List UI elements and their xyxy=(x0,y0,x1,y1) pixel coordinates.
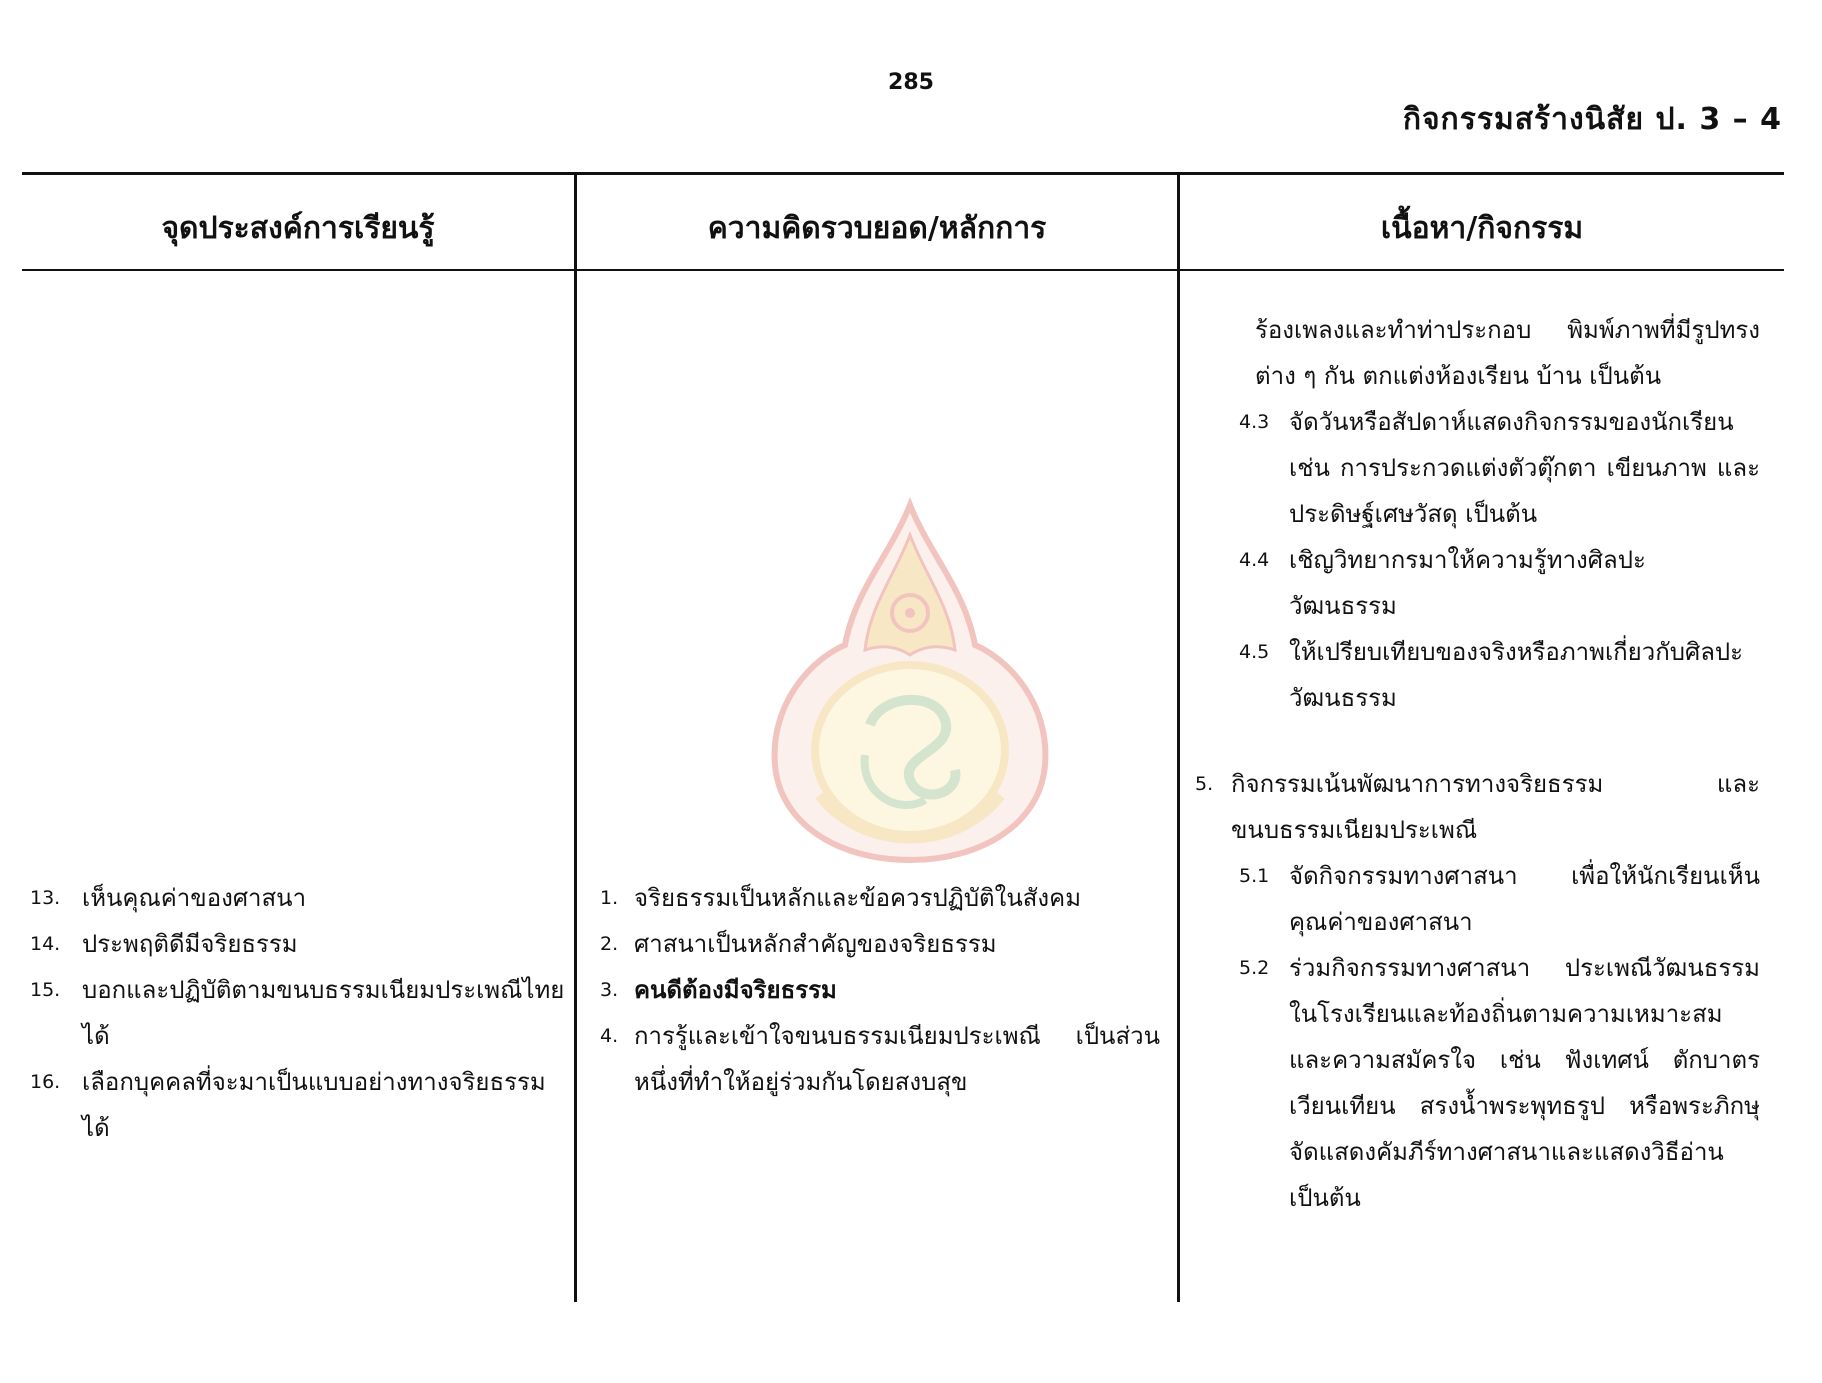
item-number: 14. xyxy=(30,933,61,955)
item-text: การรู้และเข้าใจขนบธรรมเนียมประเพณี เป็นส่วนหนึ่งที่ทำให้อยู่ร่วมกันโดยสงบสุข xyxy=(634,1022,1160,1096)
running-title: กิจกรรมสร้างนิสัย ป. 3 – 4 xyxy=(1402,102,1782,137)
item-text: จัดวันหรือสัปดาห์แสดงกิจกรรมของนักเรียน เช่น การประกวดแต่งตัวตุ๊กตา เขียนภาพ และประดิษฐ์เศษวัสดุ เป็นต้น xyxy=(1289,408,1760,528)
list-item xyxy=(30,921,570,967)
item-number: 5.1 xyxy=(1239,865,1270,887)
list-item xyxy=(30,875,570,921)
list-item xyxy=(1195,537,1760,629)
item-number: 5.2 xyxy=(1239,957,1270,979)
header-concepts: ความคิดรวบยอด/หลักการ xyxy=(707,211,1047,246)
item-text: ให้เปรียบเทียบของจริงหรือภาพเกี่ยวกับศิลปะวัฒนธรรม xyxy=(1289,638,1744,712)
item-text: จริยธรรมเป็นหลักและข้อควรปฏิบัติในสังคม xyxy=(634,884,1082,912)
header-activities: เนื้อหา/กิจกรรม xyxy=(1380,211,1584,246)
list-item xyxy=(1195,399,1760,537)
section-title: กิจกรรมเน้นพัฒนาการทางจริยธรรม และขนบธรรมเนียมประเพณี xyxy=(1231,770,1760,844)
list-item xyxy=(1195,629,1760,721)
list-item xyxy=(600,1013,1160,1105)
item-number: 1. xyxy=(600,887,619,909)
objectives-column xyxy=(30,875,570,1151)
item-number: 13. xyxy=(30,887,61,909)
item-text: ศาสนาเป็นหลักสำคัญของจริยธรรม xyxy=(634,930,997,958)
item-number: 2. xyxy=(600,933,619,955)
concepts-column xyxy=(600,875,1160,1105)
item-number: 16. xyxy=(30,1071,61,1093)
item-text: ร่วมกิจกรรมทางศาสนา ประเพณีวัฒนธรรมในโรงเรียนและท้องถิ่นตามความเหมาะสม และความสมัครใจ เช่น ฟังเทศน์ ตักบาตร เวียนเทียน สรงน้ำพระพุทธรูป หรือพระภิกษุ จัดแสดงคัมภีร์ทางศาสนาและแสดงวิธีอ่าน เป็นต้น xyxy=(1289,954,1760,1212)
item-text: เลือกบุคคลที่จะมาเป็นแบบอย่างทางจริยธรรมได้ xyxy=(82,1068,546,1142)
item-number: 4. xyxy=(600,1025,619,1047)
item-number: 4.5 xyxy=(1239,641,1270,663)
table-top-rule xyxy=(22,172,1784,175)
watermark-seal-icon xyxy=(760,495,1060,865)
column-divider-2 xyxy=(1177,172,1180,1302)
item-text: บอกและปฏิบัติตามขนบธรรมเนียมประเพณีไทยได้ xyxy=(82,976,565,1050)
continued-paragraph: ร้องเพลงและทำท่าประกอบ พิมพ์ภาพที่มีรูปทรงต่าง ๆ กัน ตกแต่งห้องเรียน บ้าน เป็นต้น xyxy=(1255,316,1760,390)
list-item xyxy=(600,921,1160,967)
item-text: เห็นคุณค่าของศาสนา xyxy=(82,884,307,912)
list-item xyxy=(30,1059,570,1151)
list-item xyxy=(600,875,1160,921)
item-text: คนดีต้องมีจริยธรรม xyxy=(634,976,837,1004)
list-item xyxy=(30,967,570,1059)
list-item xyxy=(1195,945,1760,1221)
page-number: 285 xyxy=(888,70,934,95)
table-header-rule xyxy=(22,269,1784,271)
list-item xyxy=(600,967,1160,1013)
column-divider-1 xyxy=(574,172,577,1302)
activities-column xyxy=(1195,307,1760,1221)
item-number: 5. xyxy=(1195,773,1214,795)
item-number: 4.4 xyxy=(1239,549,1270,571)
item-number: 3. xyxy=(600,979,619,1001)
list-item xyxy=(1195,853,1760,945)
item-text: ประพฤติดีมีจริยธรรม xyxy=(82,930,298,958)
section-heading xyxy=(1195,761,1760,853)
item-number: 4.3 xyxy=(1239,411,1270,433)
item-text: เชิญวิทยากรมาให้ความรู้ทางศิลปะ วัฒนธรรม xyxy=(1289,546,1646,620)
item-text: จัดกิจกรรมทางศาสนา เพื่อให้นักเรียนเห็นคุณค่าของศาสนา xyxy=(1289,862,1760,936)
header-objectives: จุดประสงค์การเรียนรู้ xyxy=(161,211,435,246)
item-number: 15. xyxy=(30,979,61,1001)
